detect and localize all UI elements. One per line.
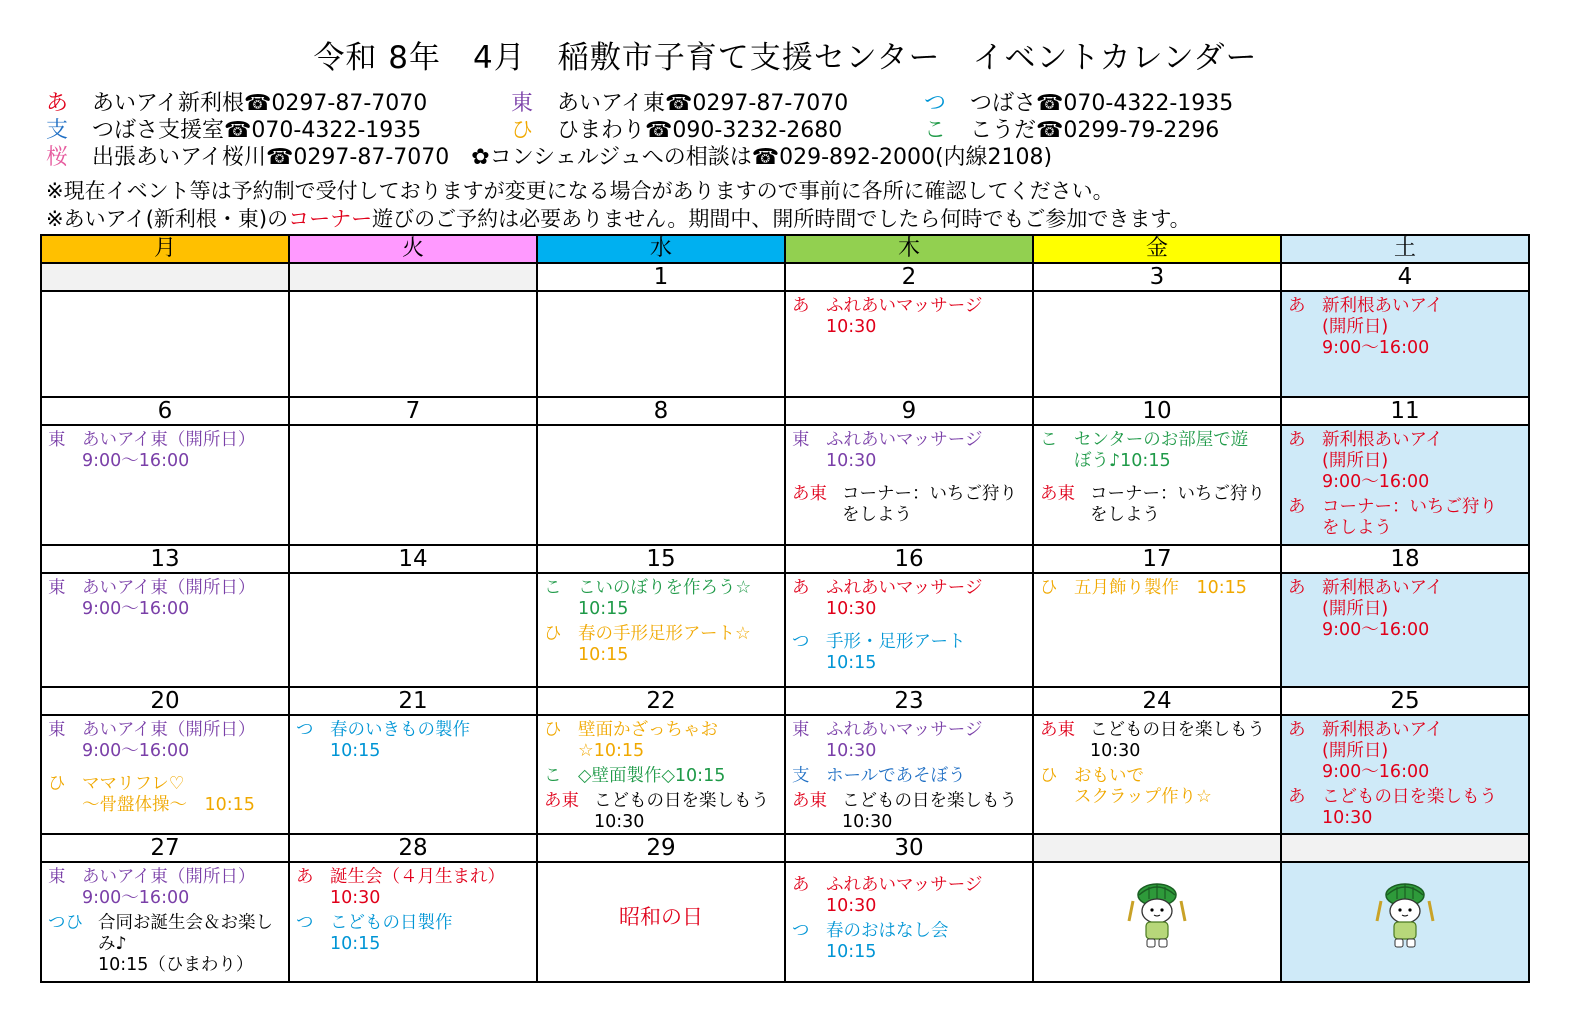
event (1282, 430, 1528, 493)
event-title: こどもの日製作 (330, 913, 453, 933)
event-time: 10:15 (330, 741, 381, 761)
venue-mark: こ (544, 578, 562, 598)
event-title: こどもの日を楽しもう (1090, 720, 1265, 740)
date-row (41, 263, 1529, 291)
venue-mark: ひ (1040, 766, 1058, 786)
event (786, 875, 1032, 917)
event-time: 10:30 (330, 888, 381, 908)
event-title: 新利根あいアイ (1322, 720, 1443, 740)
event-title: コーナー：いちご狩り (842, 484, 1017, 504)
venue-mark: ひ (544, 624, 562, 644)
event (42, 913, 288, 976)
date-cell: 15 (537, 545, 785, 573)
venue-mark: ひ (544, 720, 562, 740)
event-title: おもいで (1074, 766, 1144, 786)
event-title: 新利根あいアイ (1322, 578, 1443, 598)
venue-mark: 東 (48, 430, 66, 450)
event-row (41, 573, 1529, 687)
day-cell (537, 862, 785, 982)
event-title: 壁面かざっちゃお☆10:15 (578, 720, 718, 761)
event-time: ぼう♪10:15 (1074, 451, 1171, 471)
event-time: をしよう (842, 505, 912, 525)
event-time: 9:00～16:00 (82, 599, 190, 619)
date-cell: 1 (537, 263, 785, 291)
event-row (41, 291, 1529, 397)
date-cell: 29 (537, 834, 785, 862)
legend-mark: つ (924, 91, 947, 116)
event-title: こどもの日を楽しもう (1322, 787, 1497, 807)
day-cell (1033, 291, 1281, 397)
legend-entry (46, 90, 511, 117)
weekday-3: 木 (785, 235, 1033, 263)
event (1034, 430, 1280, 472)
day-cell (785, 715, 1033, 834)
event-time: 10:15 (826, 942, 877, 962)
event-time: み♪ (98, 934, 127, 954)
legend-entry (924, 90, 1324, 117)
event-title: あいアイ東（開所日） (82, 430, 256, 450)
event (1282, 497, 1528, 539)
event (538, 624, 784, 666)
venue-mark: つ (296, 720, 314, 740)
venue-mark: あ (792, 875, 810, 895)
event (538, 791, 784, 833)
date-cell: 9 (785, 397, 1033, 425)
event-time: (開所日) (1322, 451, 1389, 471)
date-cell: 6 (41, 397, 289, 425)
venue-mark: 東 (792, 720, 810, 740)
venue-mark: ひ (1040, 578, 1058, 598)
event-title: ふれあいマッサージ (826, 430, 983, 450)
event (786, 720, 1032, 762)
legend-row (46, 144, 1324, 171)
legend-text: つばさ☎070-4322-1935 (970, 91, 1234, 116)
day-cell (289, 715, 537, 834)
event-row (41, 425, 1529, 545)
date-cell (289, 263, 537, 291)
day-cell (1033, 715, 1281, 834)
event (1282, 720, 1528, 783)
event (1034, 578, 1280, 599)
event-time: 10:30 (826, 896, 877, 916)
date-cell: 7 (289, 397, 537, 425)
venue-mark: 東 (48, 867, 66, 887)
event-time: 10:30 (1090, 741, 1141, 761)
weekday-4: 金 (1033, 235, 1281, 263)
venue-mark: 東 (792, 430, 810, 450)
event-title: あいアイ東（開所日） (82, 578, 256, 598)
event-time: 10:30 (826, 741, 877, 761)
venue-mark: あ (1288, 787, 1306, 807)
day-cell (537, 715, 785, 834)
venue-mark: あ東 (1040, 720, 1075, 740)
day-cell (785, 291, 1033, 397)
event-title: ◇壁面製作◇10:15 (578, 766, 726, 786)
event-time: 10:30 (594, 812, 645, 832)
venue-mark: あ (1288, 720, 1306, 740)
weekday-2: 水 (537, 235, 785, 263)
legend-mark: あ (46, 91, 69, 116)
event (42, 720, 288, 762)
event-title: こいのぼりを作ろう☆ (578, 578, 752, 598)
day-cell (41, 715, 289, 834)
event (290, 720, 536, 762)
legend-entry (511, 117, 924, 144)
event-time: 10:30 (826, 317, 877, 337)
venue-mark: あ (1288, 296, 1306, 316)
day-cell (41, 573, 289, 687)
day-cell (537, 573, 785, 687)
event (786, 430, 1032, 472)
event-title: 春の手形足形アート☆ (578, 624, 751, 644)
event (1282, 296, 1528, 359)
weekday-0: 月 (41, 235, 289, 263)
event-time: 10:30 (826, 599, 877, 619)
venue-mark: 東 (48, 720, 66, 740)
date-row (41, 545, 1529, 573)
legend-text: あいアイ新利根☎0297-87-7070 (92, 91, 428, 116)
date-cell: 22 (537, 687, 785, 715)
weekday-5: 土 (1281, 235, 1529, 263)
date-row (41, 834, 1529, 862)
date-cell (1033, 834, 1281, 862)
legend-text: ひまわり☎090-3232-2680 (557, 118, 843, 143)
venue-mark: つひ (48, 913, 83, 933)
date-cell: 24 (1033, 687, 1281, 715)
legend-text: 出張あいアイ桜川☎0297-87-7070 ✿コンシェルジュへの相談は☎029-892-2000(内線2108) (92, 145, 1053, 170)
day-cell (1281, 862, 1529, 982)
event-title: 五月飾り製作 10:15 (1074, 578, 1247, 598)
event-title: ふれあいマッサージ (826, 720, 983, 740)
note-line-2: ※あいアイ(新利根・東)のコーナー遊びのご予約は必要ありません。期間中、開所時間でしたら何時でもご参加できます。 (46, 207, 1191, 231)
day-cell (1281, 291, 1529, 397)
legend-entry (46, 117, 511, 144)
date-cell: 8 (537, 397, 785, 425)
venue-mark: あ (792, 578, 810, 598)
date-cell: 21 (289, 687, 537, 715)
holiday-label: 昭和の日 (619, 905, 703, 929)
legend (46, 90, 1324, 171)
weekday-1: 火 (289, 235, 537, 263)
date-cell: 25 (1281, 687, 1529, 715)
day-cell (1281, 425, 1529, 545)
event (786, 921, 1032, 963)
legend-mark: ひ (511, 118, 534, 143)
venue-mark: あ東 (1040, 484, 1075, 504)
venue-mark: つ (296, 913, 314, 933)
day-cell (537, 425, 785, 545)
corner-highlight: コーナー (288, 207, 373, 231)
event-time: (開所日) (1322, 317, 1389, 337)
event-time: スクラップ作り☆ (1074, 787, 1212, 807)
event (42, 867, 288, 909)
legend-mark: 支 (46, 118, 69, 143)
date-cell (1281, 834, 1529, 862)
event-time: 10:15 (826, 653, 877, 673)
legend-entry (46, 144, 1052, 171)
event-title: 合同お誕生会＆お楽し (98, 913, 273, 933)
venue-mark: あ (1288, 430, 1306, 450)
date-cell: 14 (289, 545, 537, 573)
day-cell (1281, 573, 1529, 687)
mascot-icon (1127, 881, 1187, 949)
event-title: あいアイ東（開所日） (82, 867, 256, 887)
date-cell: 3 (1033, 263, 1281, 291)
event-title: 春のおはなし会 (826, 921, 949, 941)
event-time: 10:15（ひまわり） (98, 955, 254, 975)
event-title: ふれあいマッサージ (826, 578, 983, 598)
venue-mark: ひ (48, 774, 66, 794)
date-row (41, 687, 1529, 715)
note-line-1: ※現在イベント等は予約制で受付しておりますが変更になる場合がありますので事前に各所に確認してください。 (46, 179, 1114, 203)
event-time: 10:30 (842, 812, 893, 832)
event (1034, 484, 1280, 526)
event (1282, 787, 1528, 829)
mascot-icon (1375, 881, 1435, 949)
event-title: ふれあいマッサージ (826, 296, 983, 316)
event-title: 春のいきもの製作 (330, 720, 470, 740)
date-cell: 4 (1281, 263, 1529, 291)
event-row (41, 715, 1529, 834)
date-cell: 18 (1281, 545, 1529, 573)
event (42, 774, 288, 816)
legend-mark: 東 (511, 91, 534, 116)
day-cell (537, 291, 785, 397)
event-time: 9:00～16:00 (82, 888, 190, 908)
date-cell: 10 (1033, 397, 1281, 425)
date-cell: 16 (785, 545, 1033, 573)
event-title: 新利根あいアイ (1322, 430, 1443, 450)
day-cell (1033, 425, 1281, 545)
date-cell: 23 (785, 687, 1033, 715)
venue-mark: あ東 (792, 791, 827, 811)
event-time: 10:30 (1322, 808, 1373, 828)
legend-text: つばさ支援室☎070-4322-1935 (92, 118, 422, 143)
event-title: ホールであそぼう (826, 766, 966, 786)
event-title: 手形・足形アート (826, 632, 966, 652)
legend-row (46, 90, 1324, 117)
event-time: 10:15 (578, 599, 629, 619)
date-cell: 11 (1281, 397, 1529, 425)
event-time: 10:15 (578, 645, 629, 665)
event-title: ママリフレ♡ (82, 774, 185, 794)
date-cell: 2 (785, 263, 1033, 291)
venue-mark: あ東 (792, 484, 827, 504)
event (1034, 766, 1280, 808)
date-cell: 30 (785, 834, 1033, 862)
event (42, 578, 288, 620)
legend-text: こうだ☎0299-79-2296 (970, 118, 1220, 143)
event (290, 867, 536, 909)
event (1034, 720, 1280, 762)
event-time: 10:15 (330, 934, 381, 954)
legend-mark: こ (924, 118, 947, 143)
event-title: ふれあいマッサージ (826, 875, 983, 895)
event-title: 誕生会（４月生まれ） (330, 867, 505, 887)
event-time: 9:00～16:00 (1322, 762, 1430, 782)
event (538, 720, 784, 762)
day-cell (289, 425, 537, 545)
day-cell (289, 862, 537, 982)
event-title: コーナー：いちご狩り (1090, 484, 1265, 504)
event-time: 9:00～16:00 (1322, 338, 1430, 358)
notes (46, 177, 1191, 233)
day-cell (41, 862, 289, 982)
event-time: をしよう (1322, 518, 1392, 538)
event-time: 9:00～16:00 (82, 741, 190, 761)
event-title: こどもの日を楽しもう (594, 791, 769, 811)
date-cell: 13 (41, 545, 289, 573)
event-time: (開所日) (1322, 599, 1389, 619)
day-cell (289, 291, 537, 397)
day-cell (41, 425, 289, 545)
event-time: (開所日) (1322, 741, 1389, 761)
venue-mark: つ (792, 632, 810, 652)
day-cell (1033, 862, 1281, 982)
event (786, 766, 1032, 787)
date-row (41, 397, 1529, 425)
date-cell (41, 263, 289, 291)
day-cell (41, 291, 289, 397)
event (786, 578, 1032, 620)
day-cell (1033, 573, 1281, 687)
event-title: こどもの日を楽しもう (842, 791, 1017, 811)
event (786, 632, 1032, 674)
venue-mark: 東 (48, 578, 66, 598)
event-row (41, 862, 1529, 982)
date-cell: 17 (1033, 545, 1281, 573)
date-cell: 20 (41, 687, 289, 715)
event (42, 430, 288, 472)
event-time: ～骨盤体操～ 10:15 (82, 795, 255, 815)
event (538, 578, 784, 620)
event-time: 9:00～16:00 (1322, 620, 1430, 640)
event-title: センターのお部屋で遊 (1074, 430, 1249, 450)
event-title: コーナー：いちご狩り (1322, 497, 1497, 517)
date-cell: 27 (41, 834, 289, 862)
venue-mark: こ (544, 766, 562, 786)
day-cell (289, 573, 537, 687)
venue-mark: こ (1040, 430, 1058, 450)
venue-mark: あ (1288, 578, 1306, 598)
day-cell (785, 425, 1033, 545)
day-cell (785, 862, 1033, 982)
event (290, 913, 536, 955)
venue-mark: あ (792, 296, 810, 316)
venue-mark: つ (792, 921, 810, 941)
venue-mark: あ東 (544, 791, 579, 811)
event-time: 9:00～16:00 (82, 451, 190, 471)
legend-mark: 桜 (46, 145, 69, 170)
page-title: 令和 8年 4月 稲敷市子育て支援センター イベントカレンダー (313, 40, 1258, 76)
event (786, 484, 1032, 526)
event-title: 新利根あいアイ (1322, 296, 1443, 316)
date-cell: 28 (289, 834, 537, 862)
event-time: 9:00～16:00 (1322, 472, 1430, 492)
day-cell (1281, 715, 1529, 834)
legend-text: あいアイ東☎0297-87-7070 (557, 91, 849, 116)
event-calendar (40, 234, 1530, 983)
legend-entry (924, 117, 1324, 144)
day-cell (785, 573, 1033, 687)
event (538, 766, 784, 787)
venue-mark: あ (1288, 497, 1306, 517)
event (786, 296, 1032, 338)
venue-mark: あ (296, 867, 314, 887)
event-time: 10:30 (826, 451, 877, 471)
event (786, 791, 1032, 833)
legend-row (46, 117, 1324, 144)
event-time: をしよう (1090, 505, 1160, 525)
legend-entry (511, 90, 924, 117)
venue-mark: 支 (792, 766, 810, 786)
event-title: あいアイ東（開所日） (82, 720, 256, 740)
event (1282, 578, 1528, 641)
